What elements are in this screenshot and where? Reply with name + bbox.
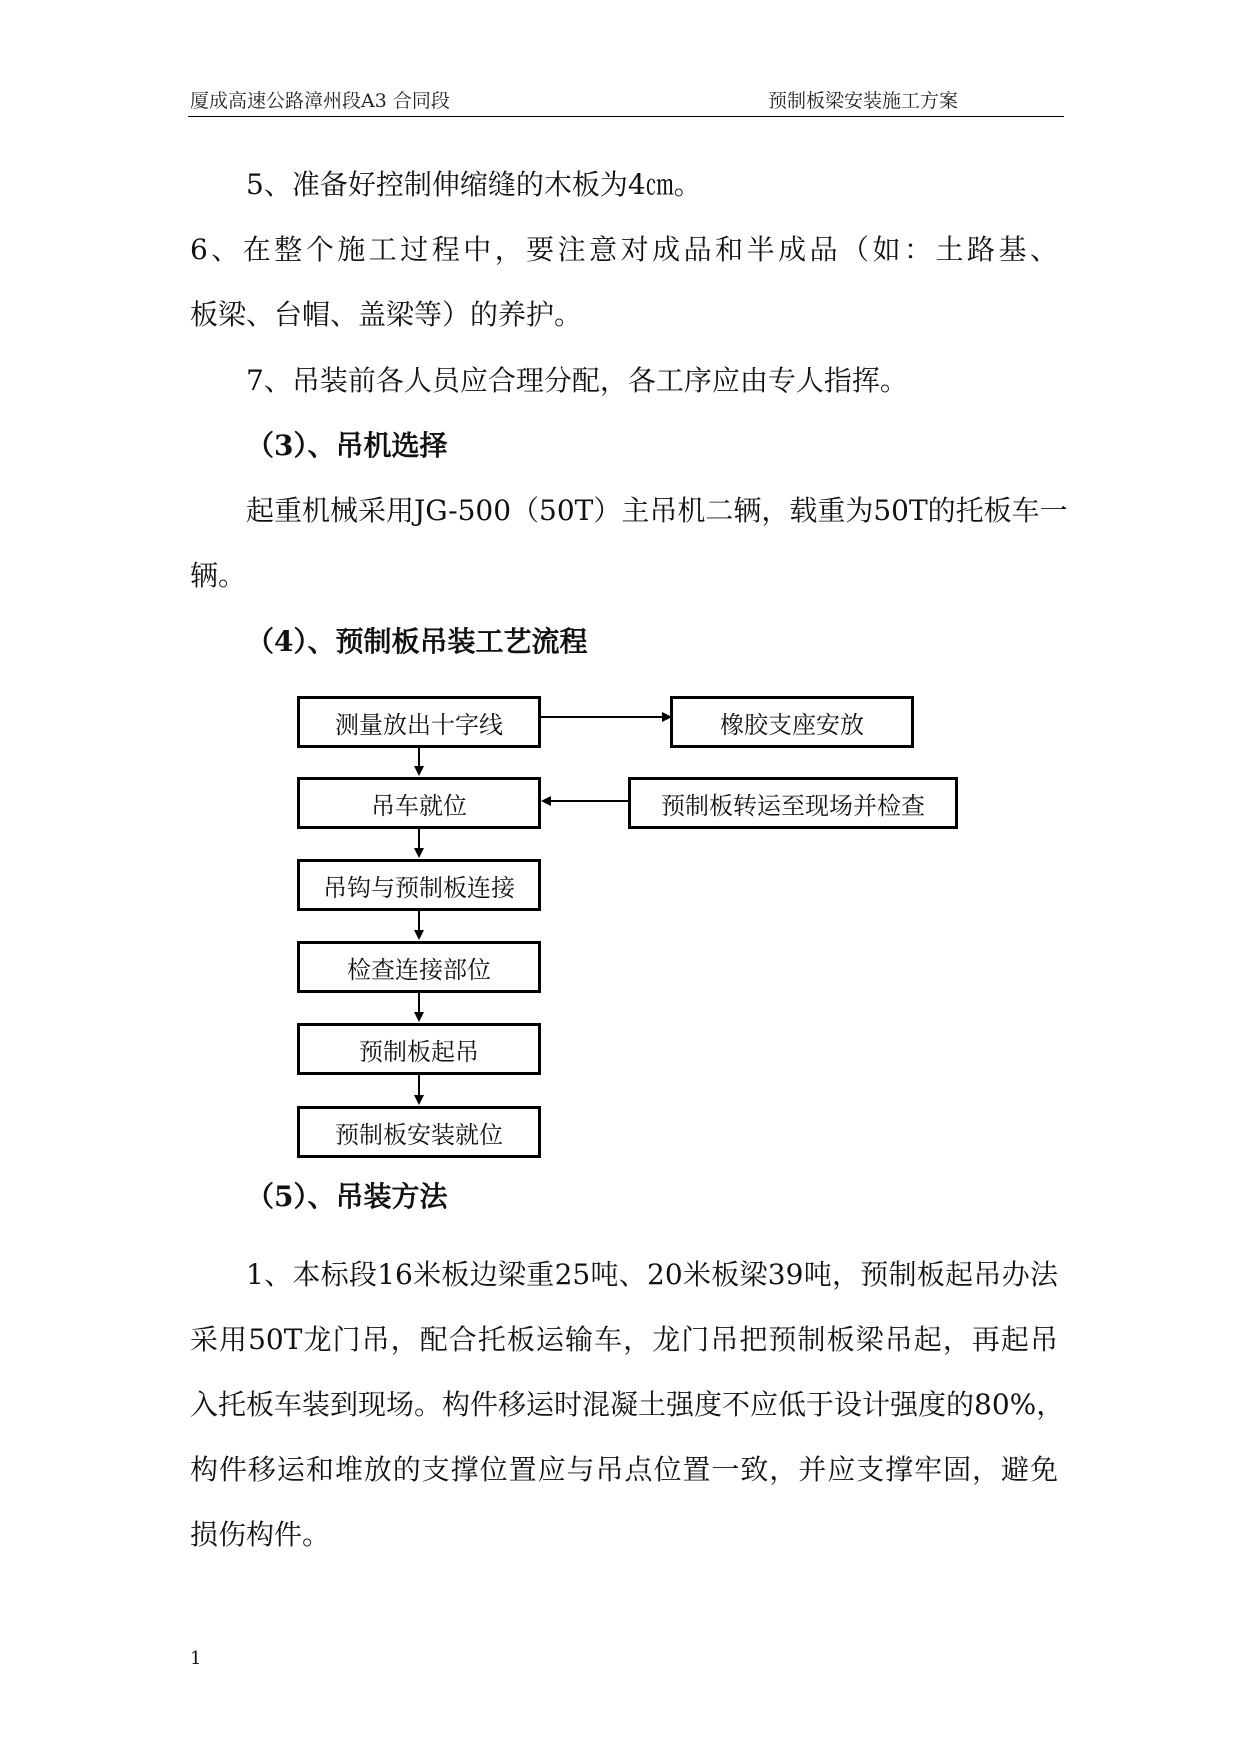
paragraph-item-6-line2: 板梁、台帽、盖梁等）的养护。 bbox=[190, 298, 583, 331]
flow-step-check-connection: 检查连接部位 bbox=[297, 941, 541, 993]
section-heading-4: （4）、预制板吊装工艺流程 bbox=[246, 625, 588, 658]
flow-step-hook-connect: 吊钩与预制板连接 bbox=[297, 859, 541, 911]
flow-step-survey-crossline: 测量放出十字线 bbox=[297, 696, 541, 748]
crane-paragraph-line1: 起重机械采用JG-500（50T）主吊机二辆，载重为50T的托板车一 bbox=[246, 494, 1068, 527]
method-paragraph-line5: 损伤构件。 bbox=[190, 1518, 331, 1551]
flow-side-transport-inspect: 预制板转运至现场并检查 bbox=[628, 777, 958, 829]
flow-step-crane-position: 吊车就位 bbox=[297, 777, 541, 829]
paragraph-item-7: 7、吊装前各人员应合理分配，各工序应由专人指挥。 bbox=[246, 364, 908, 397]
method-paragraph-line1: 1、本标段16米板边梁重25吨、20米板梁39吨，预制板起吊办法 bbox=[246, 1258, 1058, 1291]
method-paragraph-line2: 采用50T龙门吊，配合托板运输车，龙门吊把预制板梁吊起，再起吊 bbox=[190, 1323, 1058, 1356]
page-number: 1 bbox=[190, 1648, 202, 1669]
header-left: 厦成高速公路漳州段A3 合同段 bbox=[190, 90, 450, 112]
paragraph-item-6-line1: 6、在整个施工过程中，要注意对成品和半成品（如：土路基、 bbox=[190, 233, 1058, 266]
method-paragraph-line3: 入托板车装到现场。构件移运时混凝土强度不应低于设计强度的80%， bbox=[190, 1388, 1065, 1421]
flow-side-rubber-bearing: 橡胶支座安放 bbox=[670, 696, 914, 748]
crane-paragraph-line2: 辆。 bbox=[190, 559, 247, 592]
section-heading-3: （3）、吊机选择 bbox=[246, 429, 448, 462]
flow-step-lift-slab: 预制板起吊 bbox=[297, 1023, 541, 1075]
section-heading-5: （5）、吊装方法 bbox=[246, 1180, 448, 1213]
header-right: 预制板梁安装施工方案 bbox=[768, 90, 959, 112]
method-paragraph-line4: 构件移运和堆放的支撑位置应与吊点位置一致，并应支撑牢固，避免 bbox=[190, 1453, 1058, 1486]
paragraph-item-5: 5、准备好控制伸缩缝的木板为4㎝。 bbox=[246, 168, 702, 201]
flow-step-install-slab: 预制板安装就位 bbox=[297, 1106, 541, 1158]
